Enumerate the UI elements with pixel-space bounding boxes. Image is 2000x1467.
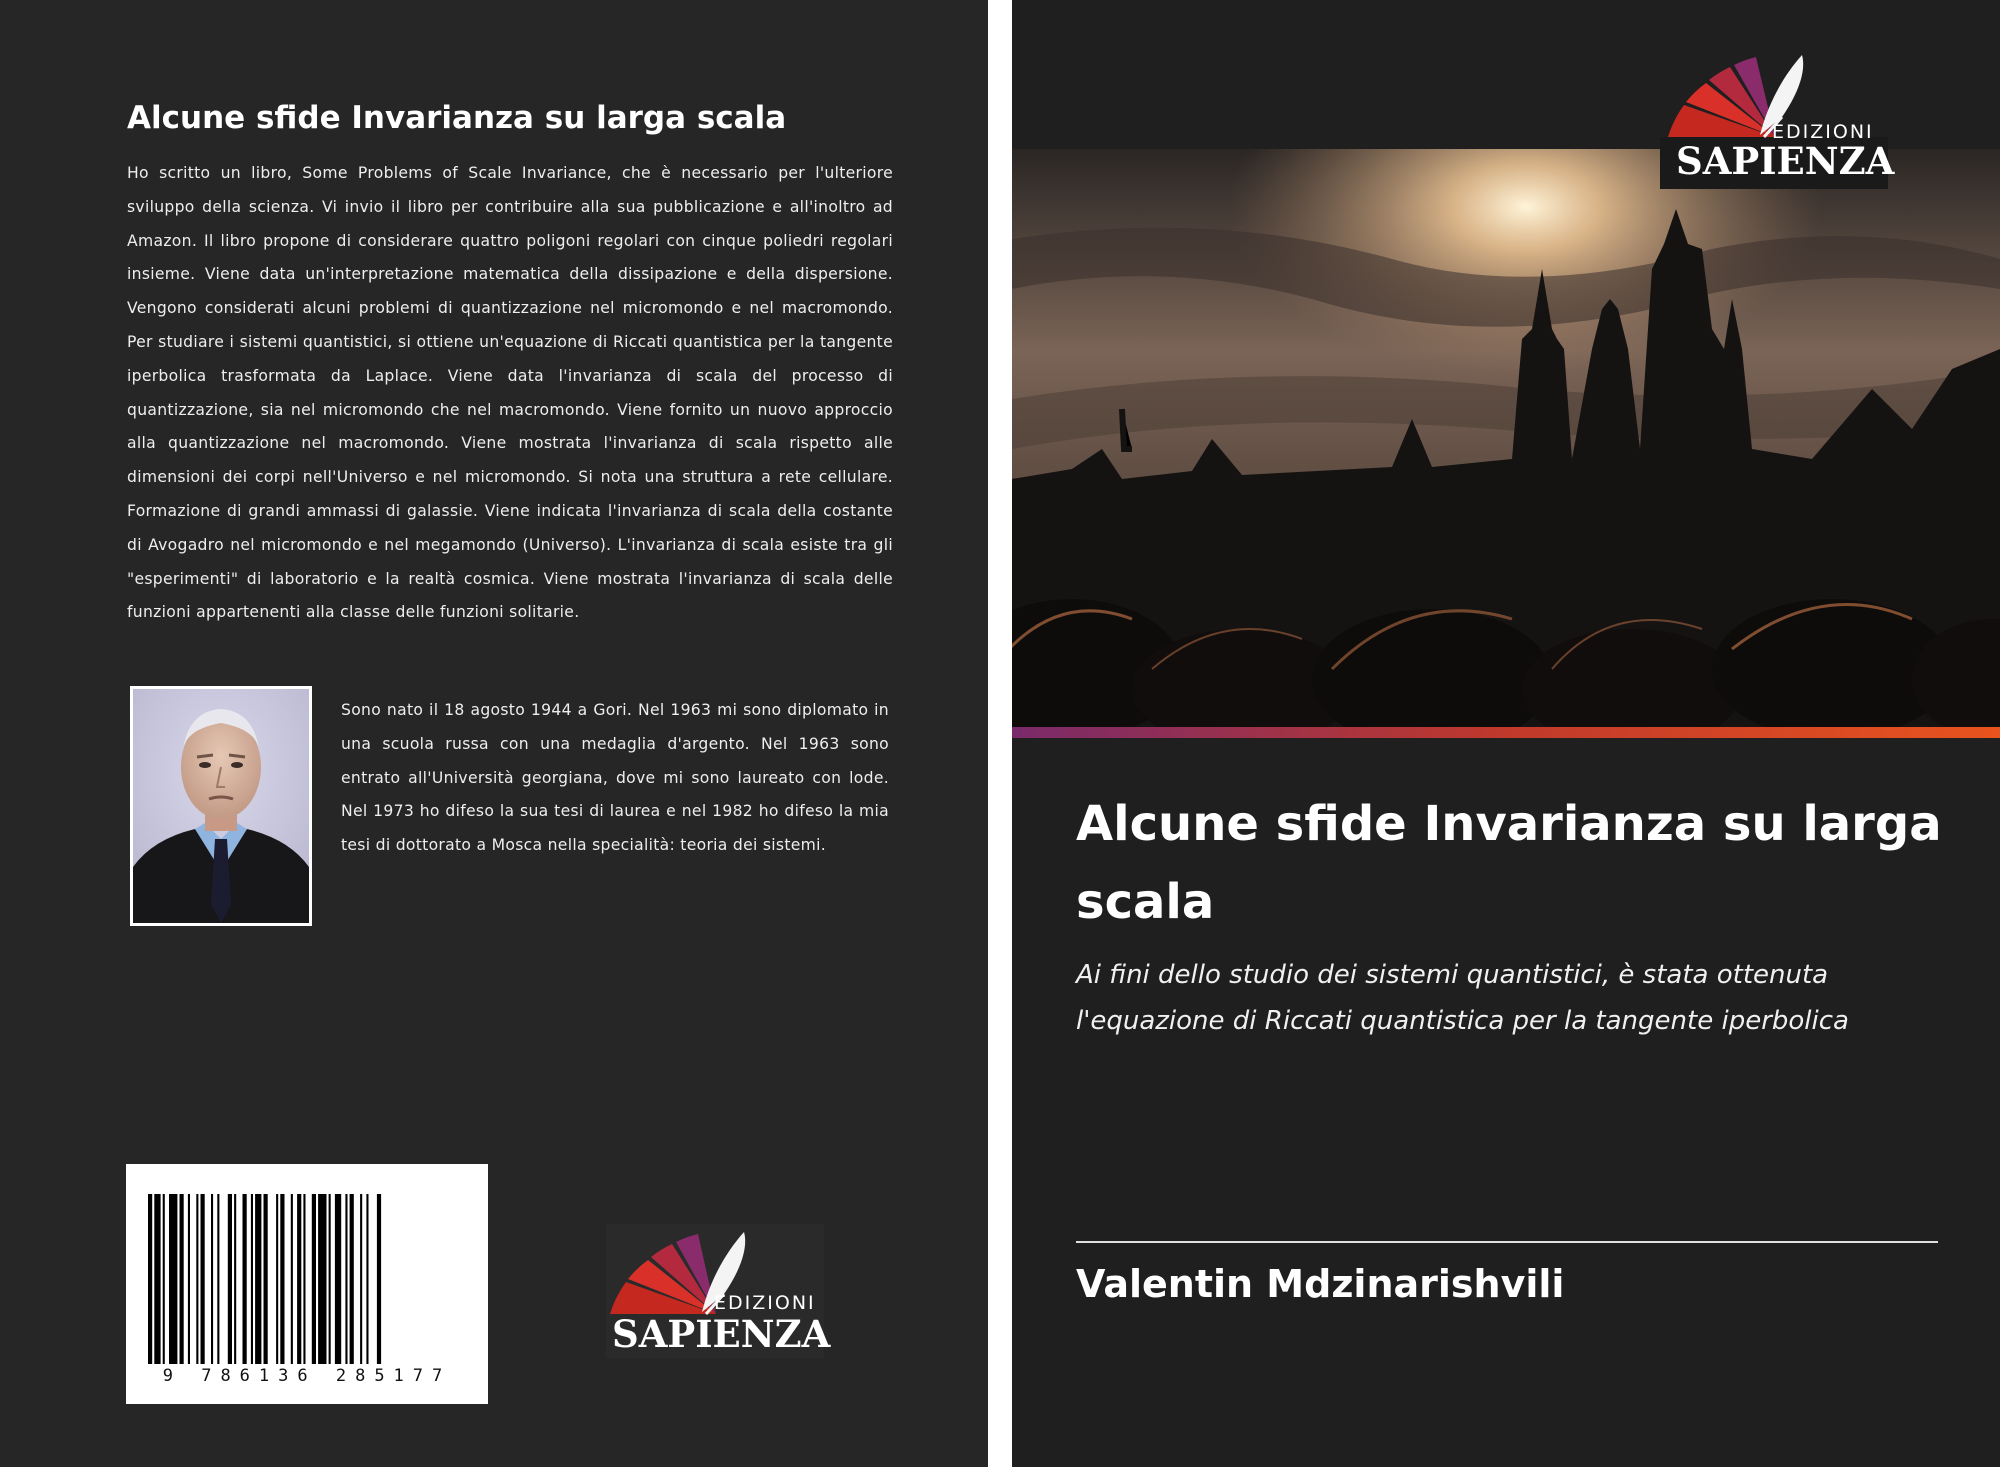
publisher-logo-bottom: SAPIENZA [612,1312,831,1356]
barcode-bar [366,1194,368,1364]
publisher-logo-bottom: SAPIENZA [1676,139,1895,183]
barcode-bar [312,1194,316,1364]
barcode-bar [276,1194,278,1364]
barcode-bar [217,1194,219,1364]
barcode-bar [196,1194,198,1364]
barcode-bar [154,1194,160,1364]
barcode-bar [350,1194,354,1364]
barcode-bar [169,1194,177,1364]
front-cover-title: Alcune sfide Invarianza su larga scala [1076,796,1942,930]
isbn-number: 9 786136 285177 [162,1366,452,1386]
barcode-bar [377,1194,381,1364]
barcode-bar [255,1194,261,1364]
barcode-bar [297,1194,301,1364]
front-cover-subtitle: Ai fini dello studio dei sistemi quantistici, è stata ottenuta l'equazione di Riccati quantistica per la tangente iperbolica [1076,960,1849,1036]
barcode [126,1164,488,1404]
publisher-logo-top: EDIZIONI [714,1292,816,1314]
barcode-bar [163,1194,165,1364]
barcode-bar [234,1194,236,1364]
barcode-bar [243,1194,247,1364]
author-bio: Sono nato il 18 agosto 1944 a Gori. Nel 1963 mi sono diplomato in una scuola russa con una medaglia d'argento. Nel 1963 sono entrato all'Università georgiana, dove mi sono laureato con lode. Nel 1973 ho difeso la sua tesi di laurea e nel 1982 ho difeso la mia tesi di dottorato a Mosca nella specialità: teoria dei sistemi. [341,701,889,855]
barcode-bar [264,1194,268,1364]
city-sunset-silhouette-image [1012,149,2000,727]
back-cover-blurb: Ho scritto un libro, Some Problems of Scale Invariance, che è necessario per l'ulteriore sviluppo della scienza. Vi invio il libro per contribuire alla sua pubblicazione e all'inoltro ad Amazon. Il libro propone di considerare quattro poligoni regolari con cinque poliedri regolari insieme. Viene data un'interpretazione matematica della dissipazione e della dispersione. Vengono considerati alcuni problemi di quantizzazione nel micromondo e nel macromondo. Per studiare i sistemi quantistici, si ottiene un'equazione di Riccati quantistica per la tangente iperbolica trasformata da Laplace. Viene data l'invarianza di scala del processo di quantizzazione, sia nel micromondo che nel macromondo. Viene fornito un nuovo approccio alla quantizzazione nel macromondo. Viene mostrata l'invarianza di scala rispetto alle dimensioni dei corpi nell'Universo e nel micromondo. Si nota una struttura a rete cellulare. Formazione di grandi ammassi di galassie. Viene indicata l'invarianza di scala della costante di Avogadro nel micromondo e nel megamondo (Universo). L'invarianza di scala esiste tra gli "esperimenti" di laboratorio e la realtà cosmica. Viene mostrata l'invarianza di scala delle funzioni appartenenti alla classe delle funzioni solitarie. [127,164,893,622]
author-portrait-image [133,689,309,923]
barcode-bar [335,1194,341,1364]
barcode-bar [188,1194,190,1364]
barcode-bar [291,1194,293,1364]
barcode-bar [180,1194,184,1364]
back-publisher-logo [606,1224,831,1358]
author-photo [130,686,312,926]
barcode-bar [211,1194,213,1364]
barcode-bar [303,1194,305,1364]
front-cover-author: Valentin Mdzinarishvili [1076,1262,1565,1306]
barcode-bar [329,1194,331,1364]
barcode-bar [251,1194,253,1364]
barcode-bar [201,1194,205,1364]
barcode-bar [228,1194,232,1364]
barcode-bar [360,1194,362,1364]
barcode-bar [345,1194,347,1364]
publisher-logo-top: EDIZIONI [1772,121,1874,143]
barcode-bar [148,1194,152,1364]
back-cover [0,0,988,1467]
back-cover-title: Alcune sfide Invarianza su larga scala [127,100,787,136]
barcode-bar [318,1194,326,1364]
author-divider [1076,1241,1938,1243]
cover-photo [1012,149,2000,727]
accent-bar [1012,727,2000,738]
barcode-bar [280,1194,284,1364]
front-publisher-logo [1660,55,1895,189]
